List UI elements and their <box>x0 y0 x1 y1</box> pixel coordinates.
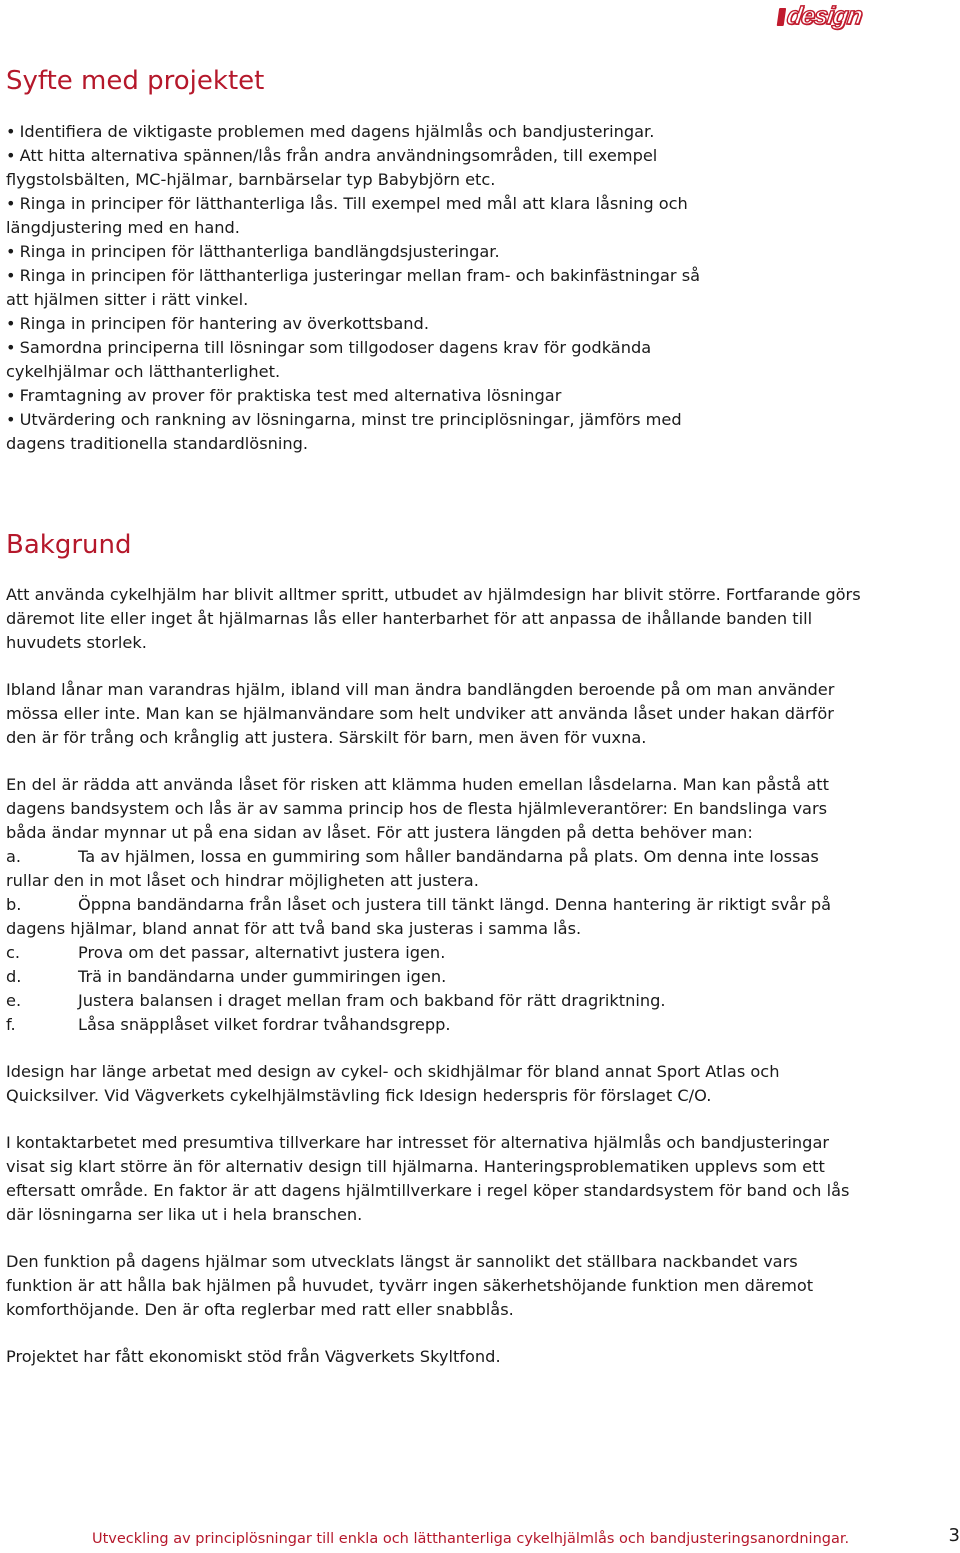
list-item: • Framtagning av prover för praktiska test med alternativa lösningar <box>6 386 562 405</box>
paragraph: En del är rädda att använda låset för risken att klämma huden emellan låsdelarna. Man kan påstå att dagens bandsystem och lås är av samma princip hos de flesta hjälmleverantörer: En bandslinga vars båda ändar mynnar ut på ena sidan av låset. För att justera längden på detta behöver man: <box>6 775 829 842</box>
step-item: a. Ta av hjälmen, lossa en gummiring som håller bandändarna på plats. Om denna inte lossas rullar den in mot låset och hindrar möjligheten att justera. <box>6 847 819 890</box>
step-item: e. Justera balansen i draget mellan fram och bakband för rätt dragriktning. <box>6 991 666 1010</box>
list-item: • Ringa in principen för lätthanterliga justeringar mellan fram- och bakinfästningar så att hjälmen sitter i rätt vinkel. <box>6 266 701 309</box>
footer-text: Utveckling av principlösningar till enkla och lätthanterliga cykelhjälmlås och bandjusteringsanordningar. <box>92 1531 850 1547</box>
paragraph: Idesign har länge arbetat med design av cykel- och skidhjälmar för bland annat Sport Atlas och Quicksilver. Vid Vägverkets cykelhjälmstävling fick Idesign hederspris för förslaget C/O. <box>6 1062 780 1105</box>
logo-text: design <box>785 2 865 30</box>
paragraph: I kontaktarbetet med presumtiva tillverkare har intresset för alternativa hjälmlås och bandjusteringar visat sig klart större än för alternativ design till hjälmarna. Hanteringsproblematiken upplevs som ett eftersatt område. En faktor är att dagens hjälmtillverkare i regel köper standardsystem för band och lås där lösningarna ser lika ut i hela branschen. <box>6 1133 850 1224</box>
step-item: c. Prova om det passar, alternativt justera igen. <box>6 943 446 962</box>
bakgrund-body <box>6 583 866 1392</box>
list-item: • Identifiera de viktigaste problemen med dagens hjälmlås och bandjusteringar. <box>6 122 655 141</box>
section-title-bakgrund: Bakgrund <box>6 530 132 560</box>
list-item: • Samordna principerna till lösningar som tillgodoser dagens krav för godkända cykelhjälmar och lätthanterlighet. <box>6 338 652 381</box>
step-item: d. Trä in bandändarna under gummiringen igen. <box>6 967 447 986</box>
page-number: 3 <box>948 1525 960 1546</box>
paragraph: Projektet har fått ekonomiskt stöd från Vägverkets Skyltfond. <box>6 1347 501 1366</box>
paragraph: Ibland lånar man varandras hjälm, ibland vill man ändra bandlängden beroende på om man använder mössa eller inte. Man kan se hjälmanvändare som helt undviker att använda låset under hakan därför den är för trång och krånglig att justera. Särskilt för barn, men även för vuxna. <box>6 680 835 747</box>
list-item: • Utvärdering och rankning av lösningarna, minst tre principlösningar, jämförs med dagens traditionella standardlösning. <box>6 410 682 453</box>
syfte-bullet-list <box>6 120 716 456</box>
paragraph: Den funktion på dagens hjälmar som utvecklats längst är sannolikt det ställbara nackbandet vars funktion är att hålla bak hjälmen på huvudet, tyvärr ingen säkerhetshöjande funktion men däremot komforthöjande. Den är ofta reglerbar med ratt eller snabblås. <box>6 1252 814 1319</box>
step-item: f. Låsa snäpplåset vilket fordrar tvåhandsgrepp. <box>6 1015 451 1034</box>
idesign-logo <box>776 2 864 31</box>
list-item: • Ringa in principen för lätthanterliga bandlängdsjusteringar. <box>6 242 500 261</box>
list-item: • Ringa in principer för lätthanterliga lås. Till exempel med mål att klara låsning och längdjustering med en hand. <box>6 194 688 237</box>
list-item: • Ringa in principen för hantering av överkottsband. <box>6 314 429 333</box>
list-item: • Att hitta alternativa spännen/lås från andra användningsområden, till exempel flygstolsbälten, MC-hjälmar, barnbärselar typ Babybjörn etc. <box>6 146 658 189</box>
section-title-syfte: Syfte med projektet <box>6 66 265 96</box>
step-item: b. Öppna bandändarna från låset och justera till tänkt längd. Denna hantering är riktigt svår på dagens hjälmar, bland annat för att två band ska justeras i samma lås. <box>6 895 832 938</box>
paragraph: Att använda cykelhjälm har blivit alltmer spritt, utbudet av hjälmdesign har blivit större. Fortfarande görs däremot lite eller inget åt hjälmarnas lås eller hanterbarhet för att anpassa de ihållande banden till huvudets storlek. <box>6 585 861 652</box>
